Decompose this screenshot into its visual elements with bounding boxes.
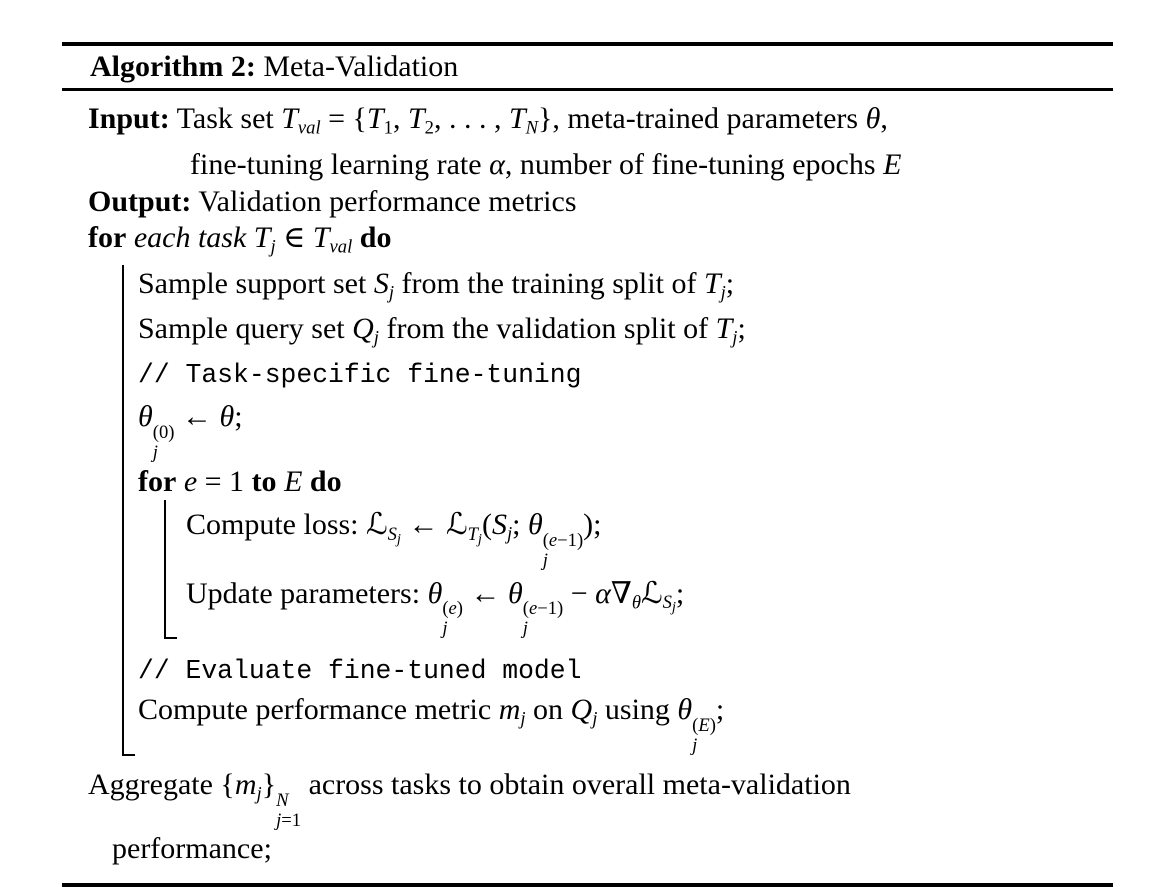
algorithm-box [62, 42, 1113, 887]
compute-metric-line: Compute performance metric $m_j$ on $Q_j$ using θ (E) j ; [138, 693, 725, 756]
for-inner-block [164, 500, 1107, 639]
sample-query-line: Sample query set $Q_j$ from the validation split of $T_j$; [138, 311, 746, 349]
update-params-line: Update parameters: θ (e) j ← θ (e−1) j − $\alpha\nabla_\theta ℒ_{S_j}$; [186, 576, 685, 640]
algorithm-caption-label: Algorithm 2: [90, 50, 256, 83]
algorithm-caption-title: Meta-Validation [255, 50, 459, 83]
input-line-1: Input: Task set $T_{val} = \{T_1$, $T_2$, . . . , $T_N$}, meta-trained parameters θ, [88, 102, 888, 139]
init-theta-line: θ (0) j ← θ; [138, 400, 243, 463]
input-line-2: fine-tuning learning rate α, number of fine-tuning epochs E [190, 147, 902, 181]
comment-finetune-line: // Task-specific fine-tuning [138, 360, 582, 391]
for-inner-line: for e = 1 to E do [138, 465, 342, 498]
compute-loss-line: Compute loss: ℒ$_{S_j}$ ← $ℒ_{T_j}(S_j$; θ (e−1) j ); [186, 508, 602, 571]
output-line: Output: Validation performance metrics [88, 184, 577, 218]
sample-support-line: Sample support set $S_j$ from the training split of $T_j$; [138, 267, 735, 304]
for-outer-line: for each task $T_j$ ∈ $T_{val}$ do [88, 220, 392, 258]
aggregate-line-1: Aggregate $\{m_j\}$ N j=1 across tasks to obtain overall meta-validation [88, 768, 851, 831]
comment-eval-line: // Evaluate fine-tuned model [138, 656, 582, 687]
algorithm-body [62, 91, 1113, 883]
aggregate-line-2: performance; [112, 831, 272, 865]
for-outer-block [122, 265, 1107, 756]
algorithm-caption [62, 46, 1113, 91]
